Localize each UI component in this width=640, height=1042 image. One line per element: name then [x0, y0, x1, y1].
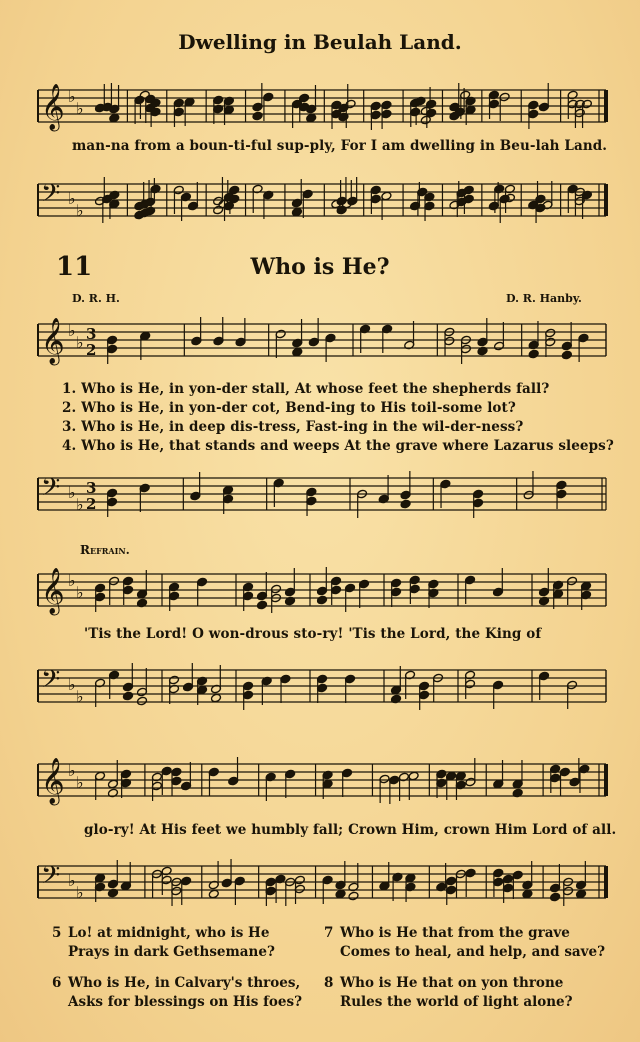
flat-icon: ♭	[68, 483, 76, 502]
flat-icon: ♭	[68, 321, 76, 340]
note-head	[348, 891, 359, 901]
stanza-line: Who is He that on yon throne	[340, 975, 564, 991]
note-head	[208, 889, 219, 899]
treble-clef-icon: 𝄞	[41, 568, 65, 614]
stanza-number: 6	[52, 975, 62, 991]
stanza-6	[52, 974, 302, 1012]
bass-clef-icon: 𝄢	[41, 861, 61, 896]
flat-icon: ♭	[76, 687, 84, 706]
treble-clef-icon: 𝄞	[41, 318, 65, 364]
bass-clef-icon: 𝄢	[41, 179, 61, 214]
note-head	[123, 691, 134, 701]
hymn-number: 11	[56, 252, 93, 282]
bass-staff-system-3	[0, 658, 640, 710]
verse-line-4: 4. Who is He, that stands and weeps At the grave where Lazarus sleeps?	[62, 438, 614, 454]
stanza-line: Prays in dark Gethsemane?	[68, 944, 275, 960]
stanza-number: 7	[324, 925, 334, 941]
note-head	[522, 889, 533, 899]
music-credit: D. R. Hanby.	[506, 292, 582, 305]
bass-staff-system-2	[0, 466, 640, 518]
treble-clef-icon: 𝄞	[41, 84, 65, 130]
bass-staff-system-1	[0, 172, 640, 224]
flat-icon: ♭	[76, 495, 84, 514]
bass-clef-icon: 𝄢	[41, 665, 61, 700]
flat-icon: ♭	[68, 87, 76, 106]
verse-line-2: 2. Who is He, in yon-der cot, Bend-ing to His toil-some lot?	[62, 400, 516, 416]
stanza-line: Who is He that from the grave	[340, 925, 570, 941]
note-head	[528, 349, 539, 359]
note-head	[292, 347, 303, 357]
treble-staff-system-2	[0, 312, 640, 364]
time-signature-denominator: 2	[86, 495, 97, 513]
note-head	[252, 111, 263, 121]
stanza-5	[52, 924, 275, 962]
flat-icon: ♭	[76, 773, 84, 792]
flat-icon: ♭	[76, 883, 84, 902]
flat-icon: ♭	[68, 571, 76, 590]
stanza-7	[324, 924, 605, 962]
note-head	[550, 892, 561, 902]
refrain-lyric-line-2: glo-ry! At His feet we humbly fall; Crown Him, crown Him Lord of all.	[84, 822, 617, 838]
note-head	[317, 595, 328, 605]
time-signature-numerator: 3	[86, 479, 97, 497]
bass-clef-icon: 𝄢	[41, 473, 61, 508]
note-head	[335, 889, 346, 899]
stanza-line: Comes to heal, and help, and save?	[340, 944, 606, 960]
flat-icon: ♭	[76, 583, 84, 602]
stanza-8	[324, 974, 573, 1012]
lyric-line-system-1: man-na from a boun-ti-ful sup-ply, For I am dwelling in Beu-lah Land.	[72, 138, 608, 154]
stanza-number: 8	[324, 975, 334, 991]
treble-clef-icon: 𝄞	[41, 758, 65, 804]
flat-icon: ♭	[76, 333, 84, 352]
note-head	[291, 207, 302, 217]
flat-icon: ♭	[68, 189, 76, 208]
flat-icon: ♭	[76, 201, 84, 220]
verse-line-3: 3. Who is He, in deep dis-tress, Fast-ing in the wil-der-ness?	[62, 419, 524, 435]
stanza-line: Lo! at midnight, who is He	[68, 925, 270, 941]
flat-icon: ♭	[68, 761, 76, 780]
treble-staff-system-1	[0, 78, 640, 130]
stanza-number: 5	[52, 925, 62, 941]
flat-icon: ♭	[68, 871, 76, 890]
refrain-lyric-line-1: 'Tis the Lord! O won-drous sto-ry! 'Tis the Lord, the King of	[84, 626, 542, 642]
time-signature-denominator: 2	[86, 341, 97, 359]
note-head	[211, 693, 222, 703]
note-head	[137, 696, 148, 706]
hymn-title-who-is-he: Who is He?	[250, 254, 390, 280]
stanza-line: Asks for blessings on His foes?	[68, 994, 303, 1010]
flat-icon: ♭	[76, 99, 84, 118]
flat-icon: ♭	[68, 675, 76, 694]
treble-staff-system-3	[0, 562, 640, 614]
words-credit: D. R. H.	[72, 292, 120, 305]
time-signature-numerator: 3	[86, 325, 97, 343]
note-head	[109, 113, 120, 123]
note-head	[213, 205, 224, 215]
note-head	[306, 113, 317, 123]
hymn-title-dwelling-in-beulah-land: Dwelling in Beulah Land.	[178, 30, 462, 54]
treble-staff-system-4	[0, 752, 640, 804]
refrain-label: Refrain.	[80, 543, 130, 557]
note-head	[400, 499, 411, 509]
note-head	[257, 600, 268, 610]
note-head	[576, 889, 587, 899]
note-head	[561, 350, 572, 360]
stanza-line: Rules the world of light alone?	[340, 994, 573, 1010]
bass-staff-system-4	[0, 854, 640, 906]
stanza-line: Who is He, in Calvary's throes,	[68, 975, 301, 991]
verse-line-1: 1. Who is He, in yon-der stall, At whose feet the shepherds fall?	[62, 381, 550, 397]
